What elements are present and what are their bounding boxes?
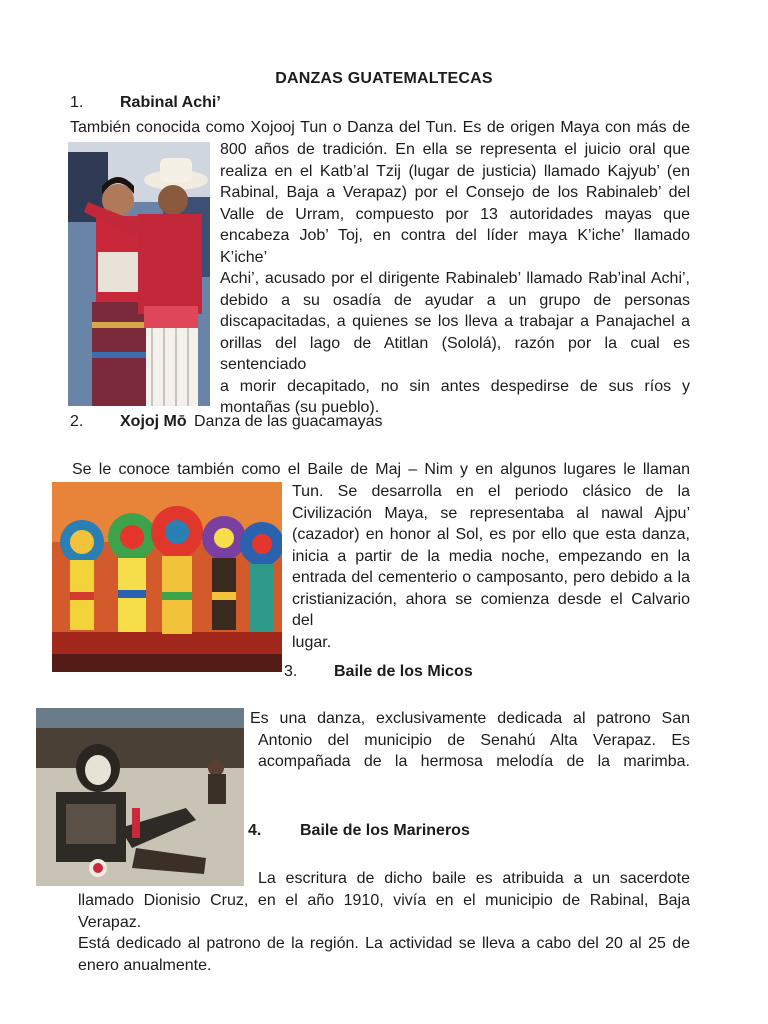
section-3-heading xyxy=(0,663,768,685)
section-1-name: Rabinal Achi’ xyxy=(120,94,221,111)
micos-dancer-photo xyxy=(36,708,244,886)
section-1-number: 1. xyxy=(70,94,84,111)
section-4-name: Baile de los Marineros xyxy=(300,822,470,839)
section-1-heading xyxy=(0,94,768,116)
section-2-number: 2. xyxy=(70,413,84,430)
rabinal-achi-dancers-photo xyxy=(68,142,210,406)
document-title: DANZAS GUATEMALTECAS xyxy=(275,70,493,87)
section-3-number: 3. xyxy=(284,663,298,680)
guacamayas-dancers-photo xyxy=(52,482,282,672)
section-1-paragraph-line-1: También conocida como Xojooj Tun o Danza del Tun. Es de origen Maya con más de xyxy=(70,119,690,136)
section-2-paragraph-line-1: Se le conoce también como el Baile de Maj – Nim y en algunos lugares le llaman xyxy=(72,461,690,478)
section-4-number: 4. xyxy=(248,822,262,839)
section-4-paragraph-line-1: La escritura de dicho baile es atribuida a un sacerdote xyxy=(258,870,690,887)
section-2-subtitle: Danza de las guacamayas xyxy=(194,413,383,430)
section-4-paragraph: llamado Dionisio Cruz, en el año 1910, vivía en el municipio de Rabinal, Baja Verapaz. Está dedicado al patrono de la región. La actividad se lleva a cabo del 20 al 25 de enero anualmente. xyxy=(78,892,690,974)
section-2-heading xyxy=(0,413,768,435)
section-3-name: Baile de los Micos xyxy=(334,663,473,680)
section-3-paragraph: Es una danza, exclusivamente dedicada al patrono San Antonio del municipio de Senahú Alta Verapaz. Es acompañada de la hermosa melodía de la marimba. xyxy=(250,710,690,770)
section-4-heading xyxy=(0,822,768,844)
section-1-paragraph: 800 años de tradición. En ella se representa el juicio oral que realiza en el Katb’al Tzij (lugar de justicia) llamado Kajyub’ (en Rabinal, Baja a Verapaz) por el Consejo de los Rabinaleb’ del Valle de Urram, compuesto por 13 autoridades mayas que encabeza Job’ Toj, en contra del líder maya K’iche’ llamado K’iche’ Achi’, acusado por el dirigente Rabinaleb’ llamado Rab’inal Achi’, debido a su osadía de ayudar a un grupo de personas discapacitadas, a quienes se los lleva a trabajar a Panajachel a orillas del lago de Atitlan (Sololá), razón por la cual es sentenciado a morir decapitado, no sin antes despedirse de sus ríos y montañas (su pueblo). xyxy=(220,141,690,416)
section-2-name: Xojoj Mō xyxy=(120,413,187,430)
section-2-paragraph: Tun. Se desarrolla en el periodo clásico de la Civilización Maya, se representaba al nawal Ajpu’ (cazador) en honor al Sol, es por ello que esta danza, inicia a partir de la media noche, empezando en la entrada del cementerio o camposanto, pero debido a la cristianización, ahora se comienza desde el Calvario del lugar. xyxy=(292,483,690,651)
